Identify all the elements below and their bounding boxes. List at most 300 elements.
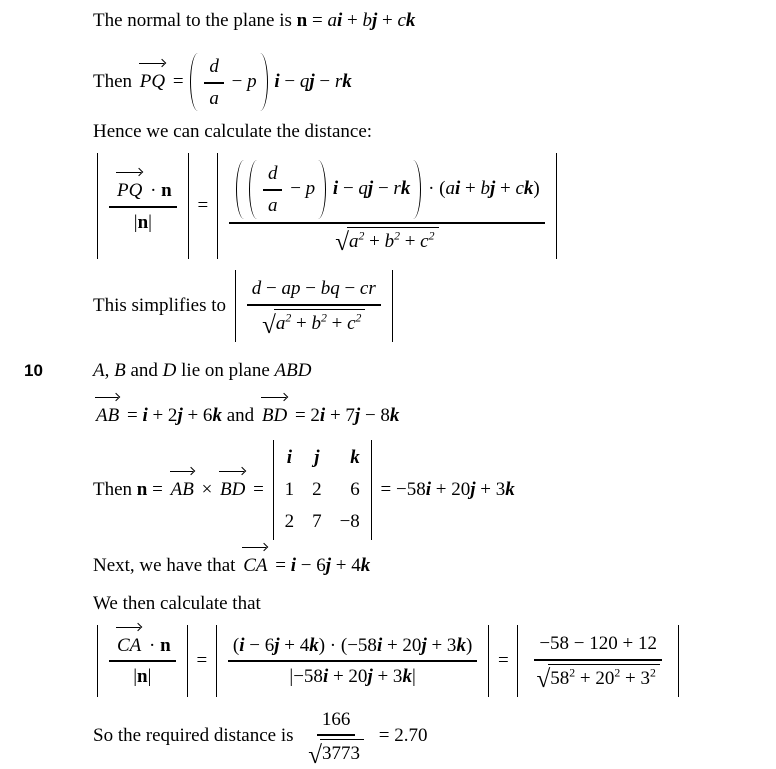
math-text: − xyxy=(226,71,248,93)
math-text: − xyxy=(285,178,306,200)
numerator xyxy=(109,632,176,663)
absolute-value xyxy=(97,625,188,697)
vector-arrow-icon xyxy=(242,547,266,548)
radicand xyxy=(274,309,366,336)
math-text: + xyxy=(399,230,421,252)
vector-arrow-icon xyxy=(139,63,164,64)
denominator xyxy=(301,736,371,767)
math-text: j xyxy=(274,634,280,656)
math-text: a xyxy=(267,194,278,216)
math-text: n xyxy=(296,10,308,31)
math-text: $b^2$ xyxy=(311,311,327,334)
math-text: $c^2$ xyxy=(420,229,435,252)
math-text: + xyxy=(377,10,398,31)
matrix-cell xyxy=(287,446,292,470)
math-text: 2 xyxy=(312,479,322,500)
math-row xyxy=(234,160,540,219)
math-row xyxy=(133,665,151,689)
vector xyxy=(115,179,144,203)
math-text: a xyxy=(209,87,219,109)
fraction xyxy=(109,632,176,691)
math-text: = xyxy=(493,649,514,671)
math-text: + 6 xyxy=(182,404,213,426)
math-row xyxy=(247,160,410,219)
denominator xyxy=(529,661,666,692)
math-text: = xyxy=(270,554,291,576)
math-row xyxy=(350,446,360,470)
result-line xyxy=(93,706,765,768)
math-row xyxy=(349,230,435,254)
paren-content xyxy=(201,53,256,112)
math-text: + xyxy=(460,178,481,200)
vector-label: CA xyxy=(243,554,268,576)
math-row xyxy=(93,625,683,697)
math-text: j xyxy=(354,404,361,426)
math-text: a xyxy=(445,178,455,200)
math-text: − xyxy=(338,178,359,200)
math-text: j xyxy=(325,554,331,576)
math-text: = xyxy=(248,479,269,500)
numerator xyxy=(228,632,477,663)
superscript: 2 xyxy=(649,666,656,680)
matrix-cell xyxy=(312,510,322,534)
math-text: 3773 xyxy=(322,743,361,765)
hence-text: Hence we can calculate the distance: xyxy=(93,121,373,143)
radicand xyxy=(548,664,660,691)
math-text: k xyxy=(360,554,371,576)
math-text: ap xyxy=(281,278,301,300)
vector xyxy=(115,634,143,658)
math-row xyxy=(322,708,351,732)
math-row xyxy=(276,312,362,336)
numerator xyxy=(109,177,177,208)
fraction xyxy=(109,177,177,236)
math-text: $20^2$ xyxy=(595,666,621,689)
math-text: ) xyxy=(465,634,473,656)
vector-label: CA xyxy=(117,634,142,656)
math-text: So the required distance is xyxy=(93,725,299,747)
hence-line xyxy=(93,120,765,144)
numerator xyxy=(204,53,224,84)
vector xyxy=(138,70,167,94)
math-text: i xyxy=(239,634,245,656)
math-text: k xyxy=(389,404,400,426)
superscript: 2 xyxy=(285,311,292,325)
fraction xyxy=(263,160,283,219)
math-text: · xyxy=(145,179,162,201)
denominator xyxy=(263,191,283,219)
math-text: a xyxy=(327,10,337,31)
math-text: − xyxy=(279,71,300,93)
vector-label: AB xyxy=(96,404,120,426)
vector-arrow-icon xyxy=(95,397,118,398)
math-text: i xyxy=(274,71,280,93)
math-text: lie on plane xyxy=(176,359,275,381)
fraction xyxy=(529,630,666,692)
math-text: + xyxy=(326,313,348,334)
numerator xyxy=(317,706,356,737)
math-text: j xyxy=(489,178,496,200)
math-text: d xyxy=(267,163,278,184)
math-text: j xyxy=(371,10,378,31)
math-text: k xyxy=(212,404,222,426)
math-text: $b^2$ xyxy=(384,229,400,252)
math-text: and xyxy=(125,359,163,381)
math-text: k xyxy=(523,178,534,200)
superscript: 2 xyxy=(569,666,576,680)
math-row xyxy=(93,554,370,578)
vector xyxy=(218,478,247,502)
math-text: + 4 xyxy=(279,634,310,656)
math-text: | xyxy=(133,666,138,688)
math-text: = 2 xyxy=(290,404,320,426)
math-text: i xyxy=(286,447,292,469)
math-text: k xyxy=(400,178,411,200)
right-paren-icon xyxy=(260,53,268,112)
math-text: 7 xyxy=(312,510,322,532)
abd-statement xyxy=(93,359,311,383)
math-text: c xyxy=(397,10,406,31)
matrix xyxy=(282,445,363,534)
superscript: 2 xyxy=(394,229,400,243)
math-text: = xyxy=(307,10,328,31)
math-text: D xyxy=(162,359,177,381)
matrix-cell xyxy=(340,510,360,534)
math-row xyxy=(93,404,399,428)
math-text: A xyxy=(93,359,105,381)
absolute-value xyxy=(217,153,557,259)
superscript: 2 xyxy=(355,311,362,325)
math-text: 6 xyxy=(350,479,360,500)
math-text: $3^2$ xyxy=(640,666,656,689)
math-text: p xyxy=(247,71,257,93)
math-text: k xyxy=(309,634,319,656)
math-text: + xyxy=(620,667,641,689)
math-text: = 2.70 xyxy=(374,725,428,747)
math-row xyxy=(252,277,376,301)
math-row xyxy=(260,160,315,219)
math-text: i xyxy=(290,554,296,576)
math-text: $c^2$ xyxy=(347,311,362,334)
paren-content xyxy=(260,160,315,219)
math-text: − xyxy=(339,278,360,300)
math-row xyxy=(534,664,661,694)
math-text: + 20 xyxy=(382,634,422,656)
math-text: + xyxy=(291,313,312,334)
math-text: j xyxy=(367,178,374,200)
distance-equation xyxy=(93,153,765,259)
math-row xyxy=(312,510,322,534)
math-row xyxy=(209,55,219,79)
math-row xyxy=(285,510,295,534)
math-row xyxy=(93,359,311,383)
math-text: i xyxy=(376,634,383,656)
math-text: − xyxy=(261,278,282,300)
math-text: ABD xyxy=(274,359,312,381)
math-text: bq xyxy=(320,278,340,300)
math-text: = xyxy=(191,649,212,671)
radicand xyxy=(320,739,364,766)
denominator xyxy=(129,208,157,236)
vector-label: AB xyxy=(170,479,194,500)
math-text: ( xyxy=(232,634,240,656)
math-text: j xyxy=(314,447,320,469)
denominator xyxy=(255,306,372,337)
matrix-cell xyxy=(312,478,322,502)
math-text: −58 − 120 + 12 xyxy=(539,633,657,654)
math-text: 1 xyxy=(284,479,295,500)
math-text: p xyxy=(305,178,316,200)
matrix-cell xyxy=(314,446,319,470)
vector-label: PQ xyxy=(117,179,143,201)
absolute-value xyxy=(235,270,393,342)
math-text: and xyxy=(221,404,259,426)
math-text: n xyxy=(137,211,149,233)
superscript: 2 xyxy=(614,666,621,680)
cross-product-line xyxy=(93,440,765,539)
math-text: r xyxy=(334,71,343,93)
denominator xyxy=(204,84,224,112)
math-text: i xyxy=(336,10,343,31)
solution-content xyxy=(24,0,765,769)
math-text: + 7 xyxy=(325,404,355,426)
paren-group xyxy=(190,53,267,112)
math-text: − xyxy=(300,278,321,300)
math-text: d xyxy=(251,278,262,300)
numerator xyxy=(263,160,283,191)
math-text: | xyxy=(411,666,416,688)
vector xyxy=(260,404,289,428)
math-row xyxy=(93,270,397,342)
math-text: j xyxy=(177,404,183,426)
ca-distance-equation xyxy=(93,625,765,697)
math-row xyxy=(201,53,256,112)
math-text: $58^2$ xyxy=(550,666,576,689)
absolute-value xyxy=(216,625,489,697)
square-root xyxy=(335,227,438,257)
math-row xyxy=(289,665,415,689)
matrix-cell xyxy=(350,446,360,470)
math-row xyxy=(106,632,179,691)
math-row xyxy=(268,194,278,218)
math-row xyxy=(114,179,172,203)
math-text: = xyxy=(147,479,168,500)
math-text: n xyxy=(161,179,172,201)
math-text: 166 xyxy=(321,708,351,730)
math-text: ) xyxy=(533,178,540,200)
math-text: = xyxy=(192,195,213,217)
fraction xyxy=(247,275,381,337)
radical-icon: √ xyxy=(308,741,323,769)
math-text: | xyxy=(133,211,138,233)
absolute-value xyxy=(517,625,678,697)
math-text: k xyxy=(402,666,412,688)
math-text: + xyxy=(495,178,516,200)
math-row xyxy=(350,478,360,502)
vector xyxy=(241,554,269,578)
math-text: Next, we have that xyxy=(93,554,241,576)
math-text: k xyxy=(405,10,416,31)
math-text: + 3 xyxy=(426,634,457,656)
math-text: + 20 xyxy=(431,479,471,500)
pq-definition-line xyxy=(93,53,765,112)
math-row xyxy=(114,634,171,658)
math-text: + xyxy=(342,10,363,31)
normal-definition-line xyxy=(93,9,765,33)
math-row xyxy=(233,634,472,658)
left-paren-icon xyxy=(249,160,257,219)
simplification-line xyxy=(93,270,765,342)
math-text: j xyxy=(309,71,315,93)
math-row xyxy=(312,478,322,502)
determinant xyxy=(273,440,372,539)
question-10-row xyxy=(24,359,765,383)
square-root xyxy=(308,739,364,769)
math-row xyxy=(134,211,152,235)
math-text: q xyxy=(358,178,368,200)
left-paren-icon xyxy=(236,160,244,219)
fraction xyxy=(228,632,477,691)
vector xyxy=(169,478,196,502)
math-text: d xyxy=(209,55,219,77)
matrix-cell xyxy=(350,478,360,502)
fraction xyxy=(204,53,224,112)
math-text: ) · (−58 xyxy=(318,634,377,656)
denominator xyxy=(284,662,420,690)
vector-label: BD xyxy=(261,404,288,426)
math-text: j xyxy=(470,479,476,500)
vector-label: PQ xyxy=(139,71,166,93)
math-text: r xyxy=(393,178,401,200)
math-row xyxy=(93,440,515,539)
math-row xyxy=(93,706,428,768)
vector-label: BD xyxy=(220,479,246,500)
superscript: 2 xyxy=(320,311,327,325)
math-text: = xyxy=(168,71,189,93)
we-then-calculate-line xyxy=(93,592,765,616)
math-text: i xyxy=(332,178,339,200)
math-text: k xyxy=(505,479,515,500)
paren-content xyxy=(247,160,410,219)
math-row xyxy=(268,162,278,186)
math-row xyxy=(306,739,366,769)
denominator xyxy=(128,662,156,690)
math-row xyxy=(93,9,415,33)
math-text: j xyxy=(421,634,427,656)
math-text: i xyxy=(319,404,326,426)
right-paren-icon xyxy=(318,160,326,219)
math-row xyxy=(333,227,440,257)
superscript: 2 xyxy=(428,229,435,243)
math-row xyxy=(287,446,292,470)
math-row xyxy=(285,478,295,502)
question-number: 10 xyxy=(24,360,43,380)
vector-arrow-icon xyxy=(116,172,141,173)
math-text: b xyxy=(362,10,372,31)
math-text: | xyxy=(147,666,152,688)
math-text: · ( xyxy=(423,178,446,200)
ab-bd-vectors-line xyxy=(93,404,765,428)
math-text: k xyxy=(456,634,466,656)
vector-arrow-icon xyxy=(219,471,244,472)
vector-arrow-icon xyxy=(116,627,140,628)
math-text: n xyxy=(160,634,171,656)
math-text: Then xyxy=(93,71,137,93)
paren-group xyxy=(236,160,421,219)
math-text: This simplifies to xyxy=(93,295,231,317)
radical-icon: √ xyxy=(262,311,276,339)
fraction xyxy=(229,158,545,257)
math-text: − xyxy=(314,71,335,93)
we-then-text: We then calculate that xyxy=(93,593,261,615)
math-text: |−58 xyxy=(289,666,323,688)
math-text: + xyxy=(575,667,596,689)
math-text: = −58 xyxy=(375,479,426,500)
math-text: − 8 xyxy=(360,404,390,426)
math-text: i xyxy=(454,178,461,200)
math-row xyxy=(260,309,367,339)
denominator xyxy=(328,224,445,255)
math-text: B xyxy=(114,359,126,381)
math-text: + 4 xyxy=(330,554,361,576)
math-text: + 3 xyxy=(475,479,506,500)
math-row xyxy=(340,510,360,534)
superscript: 2 xyxy=(358,229,365,243)
math-text: = xyxy=(122,404,143,426)
fraction xyxy=(301,706,371,768)
radicand xyxy=(347,227,439,254)
math-row xyxy=(244,275,384,337)
math-text: c xyxy=(515,178,524,200)
matrix-cell xyxy=(285,510,295,534)
vector-arrow-icon xyxy=(261,397,286,398)
right-paren-icon xyxy=(413,160,421,219)
math-text: + 2 xyxy=(147,404,178,426)
math-text: $a^2$ xyxy=(275,311,292,334)
math-text: q xyxy=(299,71,310,93)
math-text: + xyxy=(364,230,385,252)
radical-icon: √ xyxy=(536,666,551,694)
math-text: −8 xyxy=(339,510,360,532)
math-text: Then xyxy=(93,479,137,500)
math-text: 2 xyxy=(284,510,295,532)
math-text: b xyxy=(480,178,490,200)
math-text: i xyxy=(425,479,432,500)
math-text: | xyxy=(148,211,152,233)
radical-icon: √ xyxy=(335,229,349,257)
math-row xyxy=(314,446,319,470)
math-text: × xyxy=(196,479,218,500)
math-row xyxy=(550,667,656,691)
left-paren-icon xyxy=(190,53,198,112)
math-text: k xyxy=(342,71,352,93)
ca-vector-line xyxy=(93,554,765,578)
square-root xyxy=(536,664,659,694)
math-text: $a^2$ xyxy=(348,229,365,252)
numerator xyxy=(229,158,545,224)
math-row xyxy=(93,153,561,259)
paren-group xyxy=(249,160,326,219)
math-row xyxy=(209,87,219,111)
vector xyxy=(94,404,121,428)
math-text: k xyxy=(350,447,360,469)
math-text: − 6 xyxy=(295,554,326,576)
matrix-cell xyxy=(285,478,295,502)
math-row xyxy=(93,53,352,112)
math-text: i xyxy=(142,404,148,426)
math-text: + 20 xyxy=(328,666,368,688)
numerator xyxy=(534,630,662,661)
